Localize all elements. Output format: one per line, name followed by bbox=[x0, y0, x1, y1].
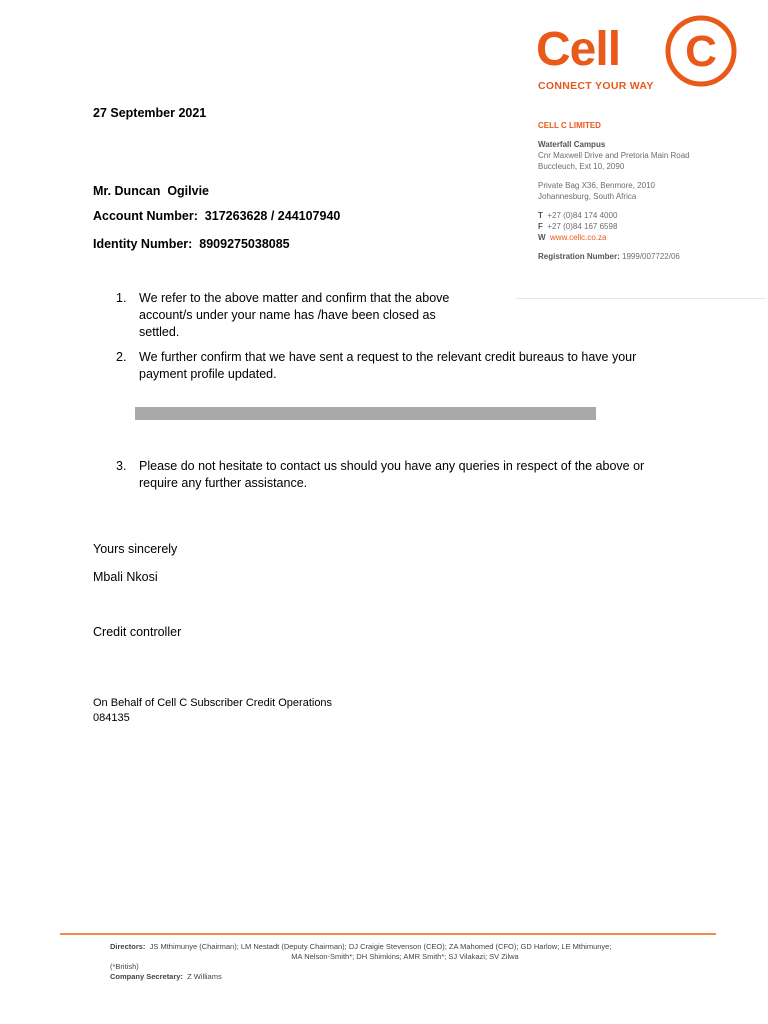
on-behalf-line: On Behalf of Cell C Subscriber Credit Operations bbox=[93, 697, 333, 709]
signatory-name: Mbali Nkosi bbox=[93, 570, 158, 584]
british-note: (*British) bbox=[110, 962, 139, 971]
list-item-text: Please do not hesitate to contact us should you have any queries in respect of the above or require any further assistance. bbox=[139, 459, 645, 490]
company-postal-line2: Johannesburg, South Africa bbox=[538, 192, 637, 201]
footer-divider bbox=[60, 933, 716, 935]
company-name: CELL C LIMITED bbox=[538, 121, 601, 130]
company-tel: T +27 (0)84 174 4000 bbox=[538, 211, 618, 220]
recipient-name: Mr. Duncan Ogilvie bbox=[93, 184, 209, 198]
account-number: Account Number: 317263628 / 244107940 bbox=[93, 209, 341, 223]
directors-line2: MA Nelson-Smith*; DH Shimkins; AMR Smith*; SJ Vilakazi; SV Zilwa bbox=[291, 952, 519, 961]
company-web: W www.cellc.co.za bbox=[538, 233, 607, 242]
company-fax: F +27 (0)84 167 6598 bbox=[538, 222, 618, 231]
logo-c-ring-icon bbox=[664, 14, 738, 88]
identity-number: Identity Number: 8909275038085 bbox=[93, 237, 290, 251]
signatory-title: Credit controller bbox=[93, 625, 182, 639]
footer-directors bbox=[110, 942, 700, 982]
list-item bbox=[116, 290, 676, 341]
logo-tagline: CONNECT YOUR WAY bbox=[538, 80, 654, 92]
logo-letter: C bbox=[685, 27, 717, 76]
company-postal-line1: Private Bag X36, Benmore, 2010 bbox=[538, 181, 655, 190]
list-item-text: We refer to the above matter and confirm that the above account/s under your name has /have been closed as settled. bbox=[139, 291, 450, 339]
company-registration: Registration Number: 1999/007722/06 bbox=[538, 252, 680, 261]
cell-c-logo bbox=[536, 12, 746, 96]
logo-wordmark: Cell bbox=[536, 23, 621, 76]
company-info-block bbox=[538, 120, 763, 262]
company-web-link[interactable]: www.cellc.co.za bbox=[550, 233, 607, 242]
list-item-number: 1. bbox=[116, 291, 127, 305]
closing-salutation: Yours sincerely bbox=[93, 542, 178, 556]
list-item bbox=[116, 458, 676, 492]
list-item bbox=[116, 349, 676, 383]
letter-date: 27 September 2021 bbox=[93, 106, 207, 120]
reference-number: 084135 bbox=[93, 712, 130, 724]
list-item-number: 2. bbox=[116, 350, 127, 364]
company-address-line1: Cnr Maxwell Drive and Pretoria Main Road bbox=[538, 151, 690, 160]
list-item-text: We further confirm that we have sent a request to the relevant credit bureaus to have your payment profile updated. bbox=[139, 350, 637, 381]
redaction-bar bbox=[135, 407, 596, 420]
list-item-number: 3. bbox=[116, 459, 127, 473]
company-secretary: Company Secretary: Z Williams bbox=[110, 972, 222, 981]
company-address-line2: Buccleuch, Ext 10, 2090 bbox=[538, 162, 625, 171]
directors-line1: Directors: JS Mthimunye (Chairman); LM Nestadt (Deputy Chairman); DJ Craigie Stevenson (CEO); ZA Mahomed (CFO); GD Harlow; LE Mthimunye; bbox=[110, 942, 612, 951]
company-campus: Waterfall Campus bbox=[538, 140, 606, 149]
